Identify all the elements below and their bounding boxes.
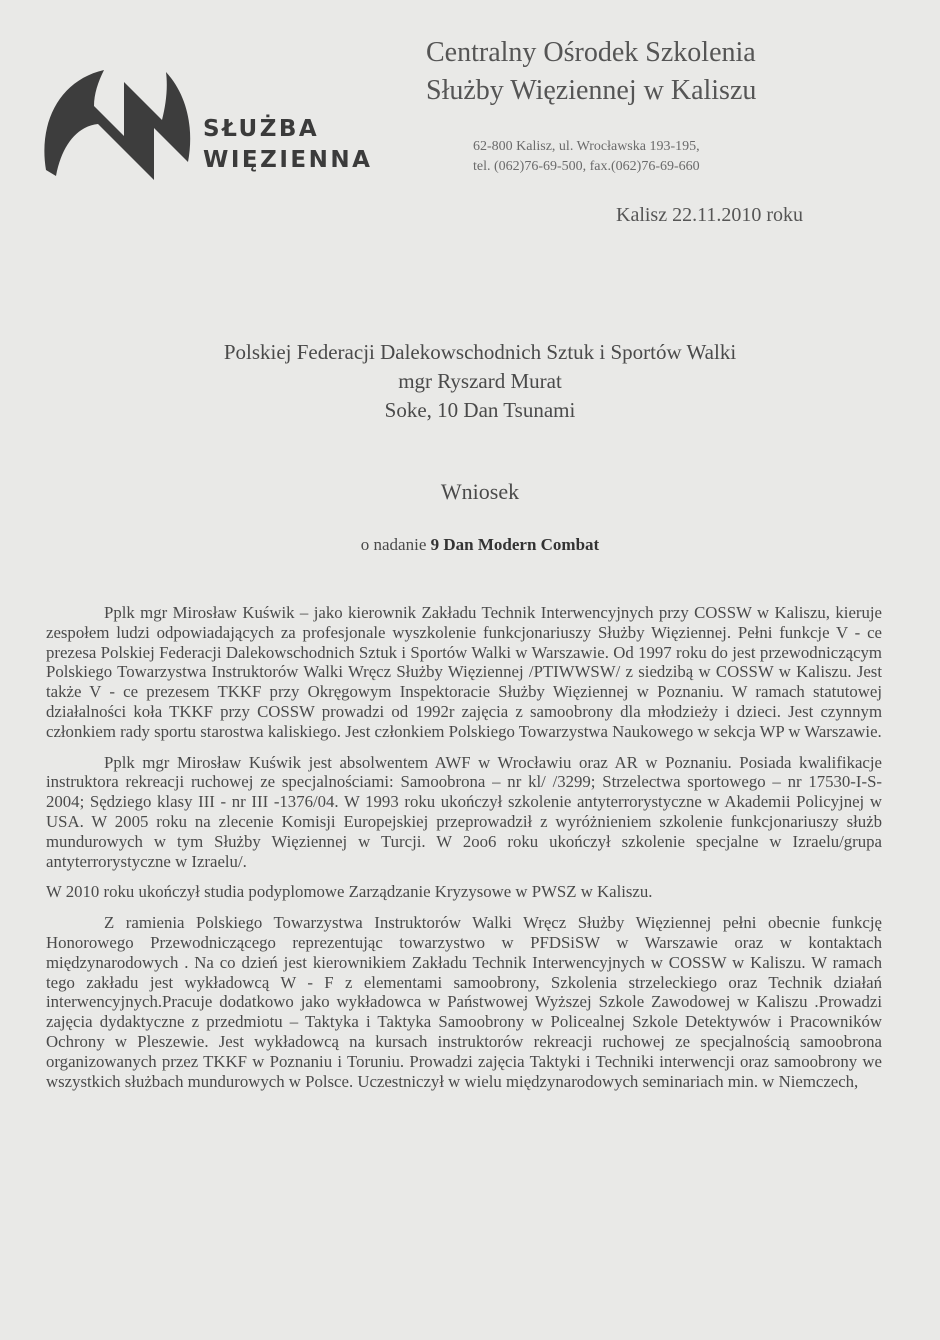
addressee-block (0, 338, 940, 425)
addressee-line-1: Polskiej Federacji Dalekowschodnich Sztuk i Sportów Walki (223, 340, 737, 364)
logo-wordmark (203, 114, 372, 176)
org-line-1: Centralny Ośrodek Szkolenia (426, 37, 756, 68)
org-line-2: Służby Więziennej w Kaliszu (426, 75, 757, 106)
logo-line-1: SŁUŻBA (203, 116, 320, 142)
body-paragraph-3: W 2010 roku ukończył studia podyplomowe Zarządzanie Kryzysowe w PWSZ w Kaliszu. (46, 882, 653, 902)
body-paragraph-2: Pplk mgr Mirosław Kuświk jest absolwentem AWF w Wrocławiu oraz AR w Poznaniu. Posiada kwalifikacje instruktora rekreacji ruchowej ze specjalnościami: Samoobrona – nr kl/ /3299; Strzelectwa sportowego – nr 17530-I-S-2004; Sędziego klasy III - nr III -1376/04. W 1993 roku ukończył szkolenie antyterrorystyczne w Akademii Policyjnej w USA. W 2005 roku na zlecenie Komisji Europejskiej przeprowadził z wyróżnieniem szkolenie funkcjonariuszy służb mundurowych w tym Służby Więziennej w Turcji. W 2oo6 roku ukończył szkolenie specjalne w Izraelu/grupa antyterrorystyczne w Izraelu/. (46, 752, 882, 871)
organization-address (473, 137, 700, 177)
document-date: Kalisz 22.11.2010 roku (616, 204, 804, 226)
document-subtitle (0, 535, 940, 555)
document-body (46, 603, 882, 1102)
logo-line-2: WIĘZIENNA (203, 147, 373, 173)
address-line-1: 62-800 Kalisz, ul. Wrocławska 193-195, (473, 139, 700, 154)
address-line-2: tel. (062)76-69-500, fax.(062)76-69-660 (473, 159, 700, 174)
subtitle-rank: 9 Dan Modern Combat (430, 535, 600, 554)
body-paragraph-1: Pplk mgr Mirosław Kuświk – jako kierownik Zakładu Technik Interwencyjnych przy COSSW w Kaliszu, kieruje zespołem ludzi odpowiadających za profesjonale wyszkolenie funkcjonariuszy Służby Więziennej. Pełni funkcje V - ce prezesa Polskiej Federacji Dalekowschodnich Sztuk i Sportów Walki w Warszawie. Od 1997 roku do jest przewodniczącym Polskiego Towarzystwa Instruktorów Walki Wręcz Służby Więziennej /PTIWWSW/ z siedzibą w COSSW w Kaliszu. Jest także V - ce prezesem TKKF przy Okręgowym Inspektoracie Służby Więziennej w Poznaniu. W ramach statutowej działalności koła TKKF przy COSSW prowadzi od 1992r zajęcia z samoobrony dla młodzieży i dzieci. Jest czynnym członkiem rady sportu starostwa kaliskiego. Jest członkiem Polskiego Towarzystwa Naukowego w sekcja WP w Warszawie. (46, 603, 882, 741)
addressee-line-3: Soke, 10 Dan Tsunami (384, 398, 576, 422)
subtitle-prefix: o nadanie (360, 535, 431, 554)
body-paragraph-4: Z ramienia Polskiego Towarzystwa Instruktorów Walki Wręcz Służby Więziennej pełni obecnie funkcję Honorowego Przewodniczącego reprezentując towarzystwo w PFDSiSW w Warszawie oraz w kontaktach międzynarodowych . Na co dzień jest kierownikiem Zakładu Technik Interwencyjnych w COSSW w Kaliszu. W ramach tego zakładu jest wykładowcą W - F z elementami samoobrony, Szkolenia strzeleckiego oraz Technik działań interwencyjnych.Pracuje dodatkowo jako wykładowca w Państwowej Wyższej Szkole Zawodowej w Kaliszu .Prowadzi zajęcia dydaktyczne z przedmiotu – Taktyka i Taktyka Samoobrony w Policealnej Szkole Detektywów i Pracowników Ochrony w Pleszewie. Jest wykładowcą na kursach instruktorów rekreacji ruchowej ze specjalnością samoobrona organizowanych przez TKKF w Poznaniu i Toruniu. Prowadzi zajęcia Taktyki i Techniki interwencji oraz samoobrony we wszystkich służbach mundurowych w Polsce. Uczestniczył w wielu międzynarodowych seminariach min. w Niemczech, (46, 913, 882, 1091)
sluzba-wiezienna-logo-icon (38, 52, 198, 192)
document-title: Wniosek (440, 479, 520, 504)
organization-name (426, 34, 756, 110)
addressee-line-2: mgr Ryszard Murat (398, 369, 562, 393)
